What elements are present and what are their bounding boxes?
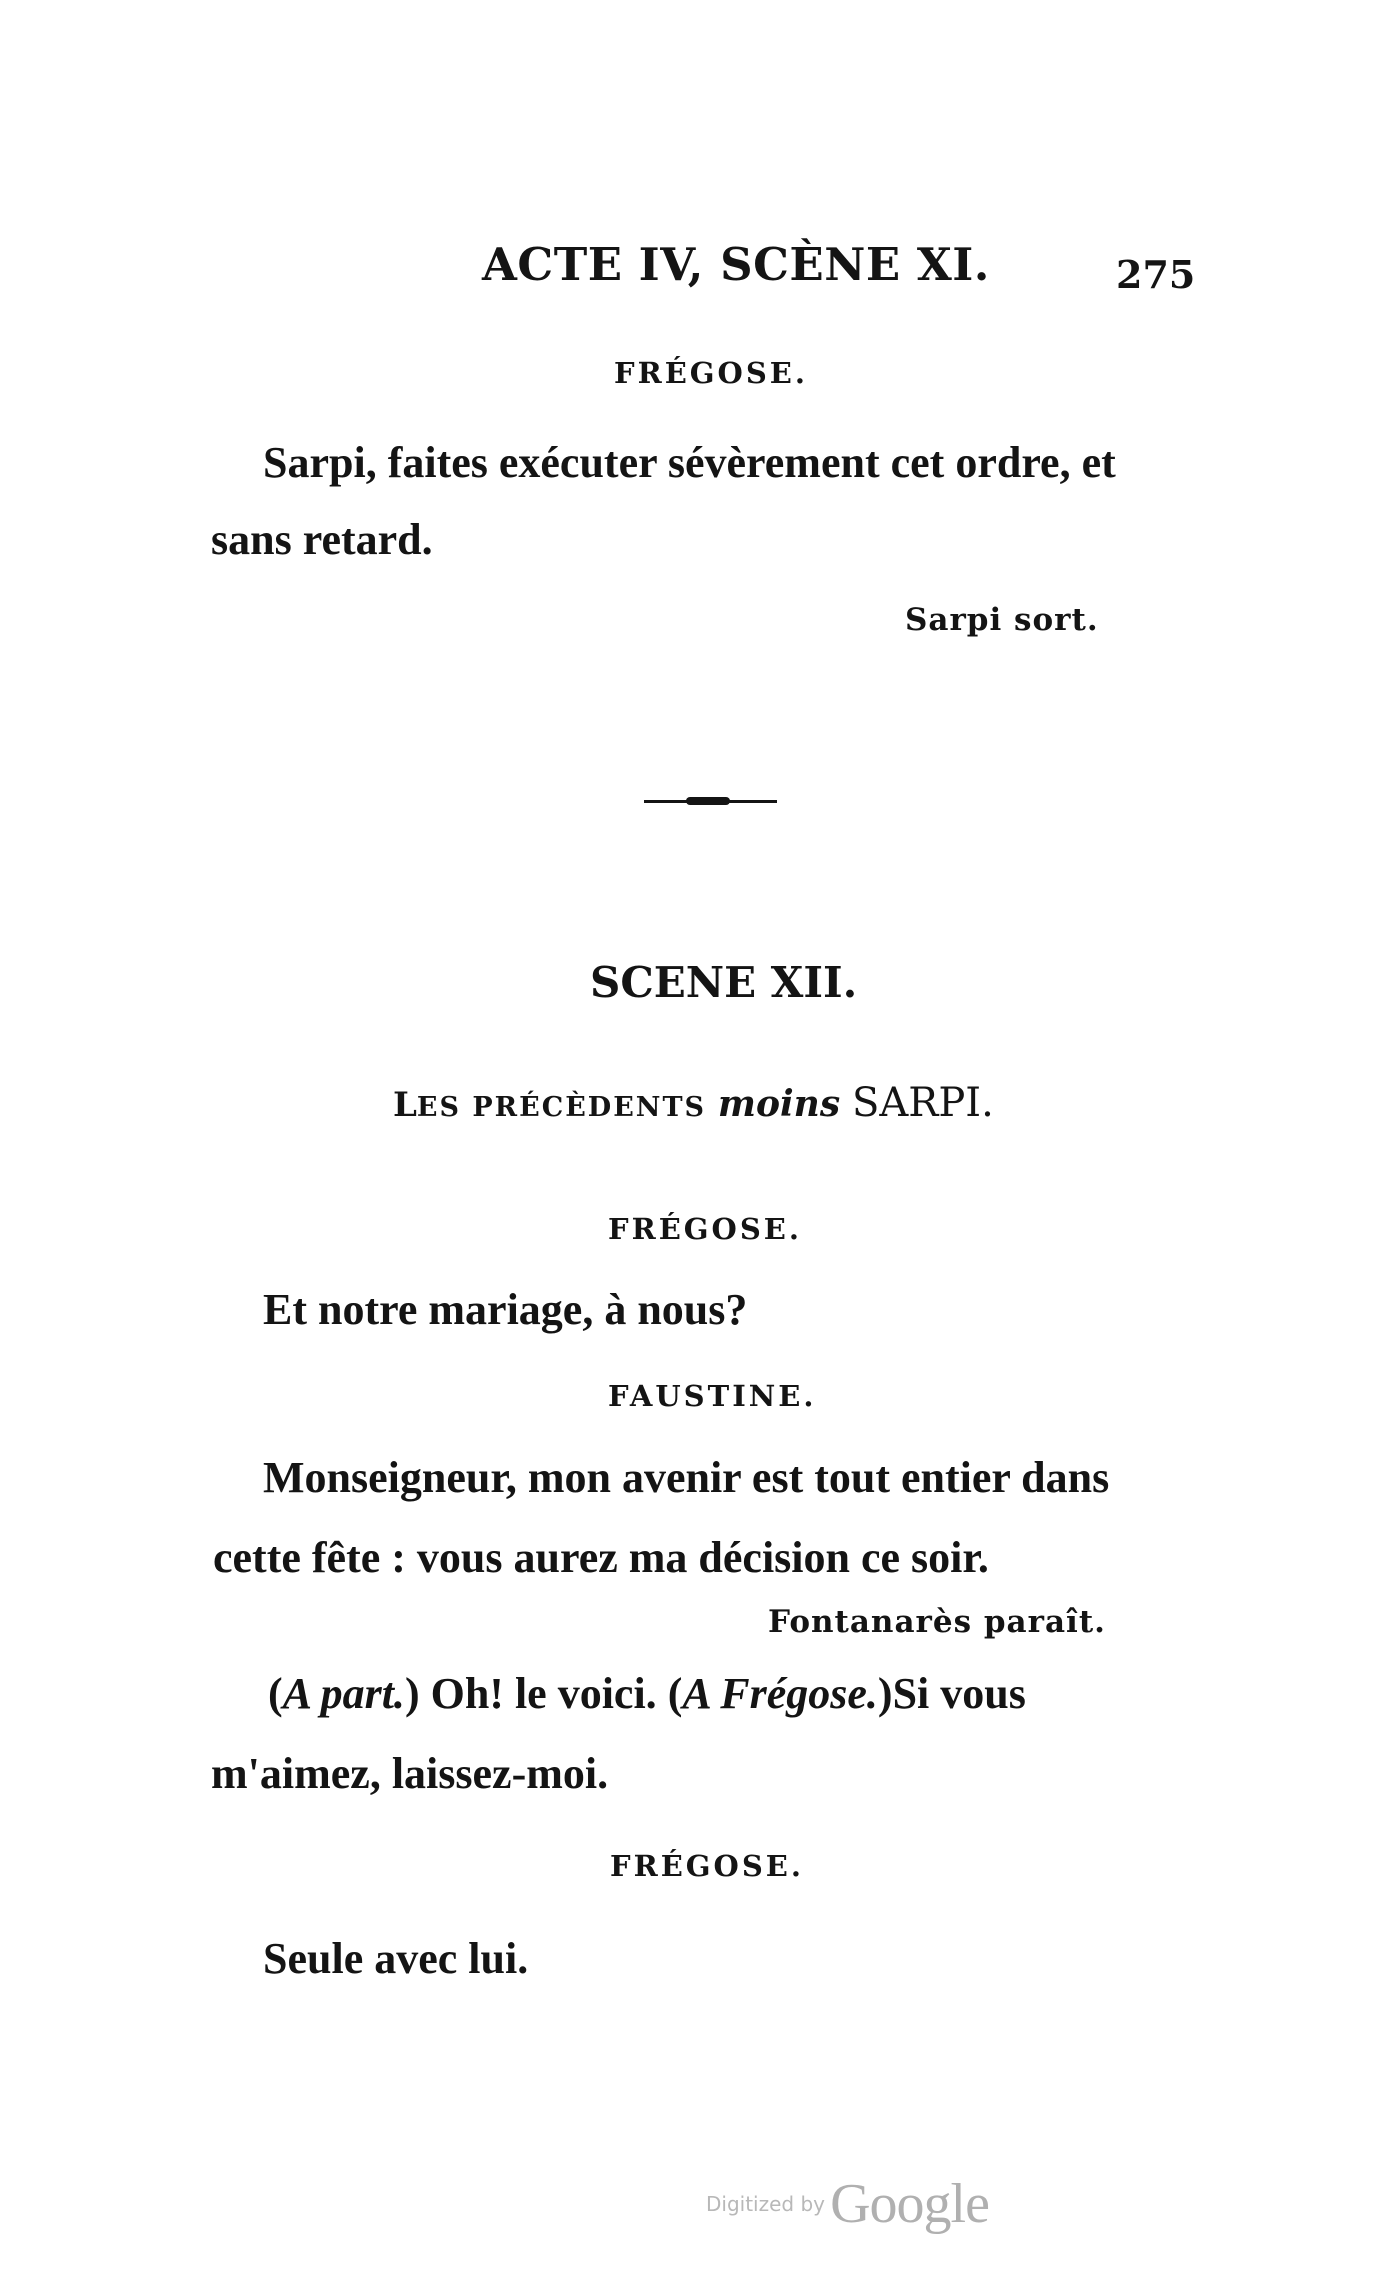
stage-direction: Fontanarès paraît.: [768, 1604, 1106, 1640]
dialogue-line: Seule avec lui.: [263, 1934, 529, 1983]
speaker-fregose: FRÉGOSE.: [610, 1849, 804, 1883]
dialogue-line: m'aimez, laissez-moi.: [211, 1749, 609, 1798]
characters-italic: moins: [717, 1083, 841, 1125]
aside-direction: A part.: [282, 1669, 405, 1718]
scene-divider-ornament: [686, 797, 730, 805]
digitization-watermark: [706, 2172, 989, 2236]
dialogue-text: Si vous: [892, 1669, 1026, 1718]
scene-title: SCENE XII.: [590, 958, 858, 1007]
running-title: ACTE IV, SCÈNE XI.: [482, 238, 990, 291]
characters-present: [393, 1080, 994, 1126]
characters-initial: L: [393, 1085, 417, 1125]
dialogue-line: [268, 1668, 1026, 1719]
dialogue-line: Monseigneur, mon avenir est tout entier dans: [263, 1453, 1110, 1502]
aside-direction: A Frégose.: [682, 1669, 878, 1718]
characters-smallcaps: ES PRÉCÈDENTS: [416, 1092, 707, 1123]
paren: ): [404, 1669, 420, 1718]
dialogue-line: sans retard.: [211, 515, 433, 564]
characters-name: SARPI.: [851, 1080, 994, 1126]
paren: (: [667, 1669, 683, 1718]
watermark-prefix: Digitized by: [706, 2192, 825, 2216]
paren: ): [877, 1669, 893, 1718]
dialogue-text: Oh! le voici.: [430, 1669, 657, 1718]
dialogue-line: Sarpi, faites exécuter sévèrement cet ordre, et: [263, 438, 1116, 487]
speaker-fregose: FRÉGOSE.: [614, 356, 808, 390]
speaker-fregose: FRÉGOSE.: [608, 1212, 802, 1246]
watermark-logo: Google: [830, 2173, 989, 2235]
page-number: 275: [1116, 252, 1196, 297]
dialogue-line: Et notre mariage, à nous?: [263, 1285, 748, 1334]
paren: (: [268, 1669, 283, 1718]
stage-direction: Sarpi sort.: [905, 602, 1099, 638]
dialogue-line: cette fête : vous aurez ma décision ce soir.: [213, 1533, 989, 1582]
speaker-faustine: FAUSTINE.: [608, 1379, 817, 1413]
